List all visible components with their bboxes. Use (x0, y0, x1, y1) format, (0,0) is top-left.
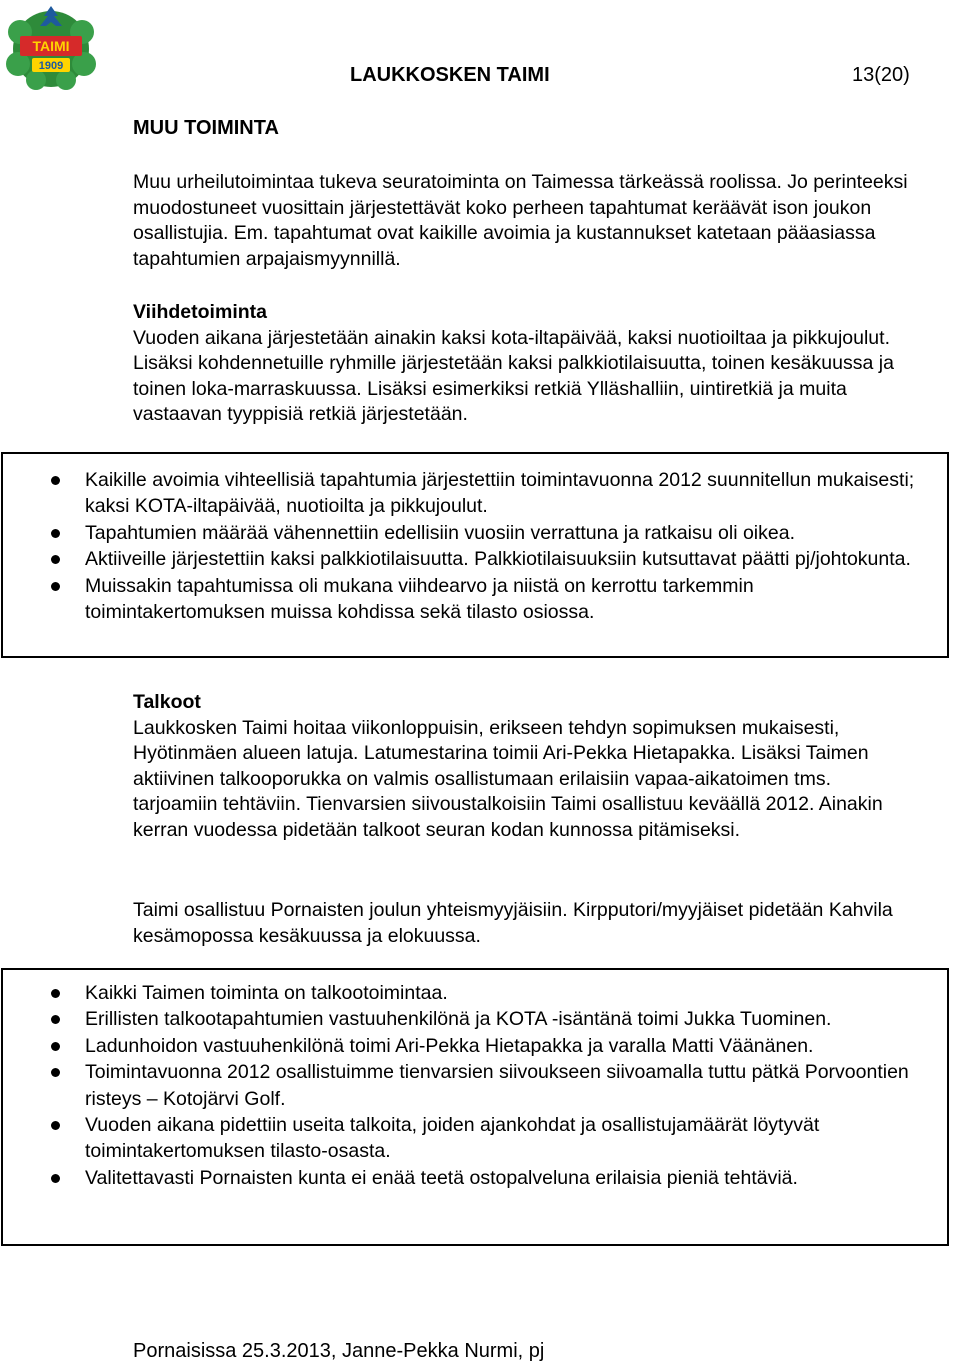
list-item (3, 467, 947, 520)
intro-paragraph: Muu urheilutoimintaa tukeva seuratoiminta on Taimessa tärkeässä roolissa. Jo perinteeksi muodostuneet vuosittain järjestettävät koko perheen tapahtumat keräävät ison joukon osallistujia. Em. tapahtumat ovat kaikille avoimia ja kustannukset katetaan pääasiassa tapahtumien arpajaismyynnillä. (133, 171, 908, 270)
section-title: MUU TOIMINTA (133, 117, 279, 139)
club-logo (6, 2, 96, 90)
bullet-icon (51, 1174, 60, 1183)
viihde-summary-box (1, 452, 949, 658)
list-item (3, 573, 947, 626)
list-item (3, 1033, 947, 1059)
talkoot-summary-box (1, 968, 949, 1246)
list-item (3, 980, 947, 1006)
bullet-icon (51, 555, 60, 564)
list-item-text: Valitettavasti Pornaisten kunta ei enää teetä ostopalveluna erilaisia pieniä tehtäviä. (85, 1166, 798, 1189)
page-number: 13(20) (852, 64, 910, 86)
bullet-icon (51, 476, 60, 485)
bullet-icon (51, 582, 60, 591)
viihde-heading: Viihdetoiminta (133, 301, 267, 323)
talkoot-text: Laukkosken Taimi hoitaa viikonloppuisin, erikseen tehdyn sopimuksen mukaisesti, Hyötinmäen alueen latuja. Latumestarina toimii Ari-Pekka Hietapakka. Lisäksi Taimen aktiivinen talkooporukka on valmis osallistumaan erilaisiin vapaa-aikatoimen tms. tarjoamiin tehtäviin. Tienvarsien siivoustalkoisiin Taimi osallistuu keväällä 2012. Ainakin kerran vuodessa pidetään talkoot seuran kodan kunnossa pitämiseksi. (133, 716, 883, 841)
viihde-summary-list (3, 467, 947, 625)
list-item-text: Muissakin tapahtumissa oli mukana viihdearvo ja niistä on kerrottu tarkemmin toimintakertomuksen muissa kohdissa sekä tilasto osiossa. (85, 574, 754, 624)
talkoot-text-2: Taimi osallistuu Pornaisten joulun yhteismyyjäisiin. Kirpputori/myyjäiset pidetään Kahvila kesämopossa kesäkuussa ja elokuussa. (133, 899, 893, 947)
footer-signature: Pornaisissa 25.3.2013, Janne-Pekka Nurmi, pj (133, 1340, 545, 1362)
list-item (3, 1059, 947, 1112)
list-item-text: Toimintavuonna 2012 osallistuimme tienvarsien siivoukseen siivoamalla tuttu pätkä Porvoontien risteys – Kotojärvi Golf. (85, 1061, 909, 1110)
talkoot-section (133, 690, 913, 843)
bullet-icon (51, 1015, 60, 1024)
bullet-icon (51, 1068, 60, 1077)
talkoot-summary-list (3, 980, 947, 1191)
viihde-section (133, 300, 933, 428)
list-item-text: Vuoden aikana pidettiin useita talkoita, joiden ajankohdat ja osallistujamäärät löytyvät toimintakertomuksen tilasto-osasta. (85, 1114, 820, 1163)
logo-text: TAIMI (32, 38, 70, 54)
list-item (3, 1006, 947, 1032)
list-item-text: Tapahtumien määrää vähennettiin edellisiin vuosiin verrattuna ja ratkaisu oli oikea. (85, 521, 795, 544)
list-item-text: Erillisten talkootapahtumien vastuuhenkilönä ja KOTA -isäntänä toimi Jukka Tuominen. (85, 1008, 832, 1031)
list-item-text: Ladunhoidon vastuuhenkilönä toimi Ari-Pekka Hietapakka ja varalla Matti Väänänen. (85, 1034, 814, 1057)
list-item-text: Aktiiveille järjestettiin kaksi palkkiotilaisuutta. Palkkiotilaisuuksiin kutsuttavat päätti pj/johtokunta. (85, 548, 911, 571)
viihde-text: Vuoden aikana järjestetään ainakin kaksi kota-iltapäivää, kaksi nuotioiltaa ja pikkujoulut. Lisäksi kohdennetuille ryhmille järjestetään kaksi palkkiotilaisuutta, toinen kesäkuussa ja toinen loka-marraskuussa. Lisäksi esimerkiksi retkiä Ylläshalliin, uintiretkiä ja muita vastaavan tyyppisiä retkiä järjestetään. (133, 326, 894, 425)
bullet-icon (51, 989, 60, 998)
list-item-text: Kaikille avoimia vihteellisiä tapahtumia järjestettiin toimintavuonna 2012 suunnitellun mukaisesti; kaksi KOTA-iltapäivää, nuotioilta ja pikkujoulut. (85, 469, 915, 518)
list-item (3, 520, 947, 546)
list-item-text: Kaikki Taimen toiminta on talkootoimintaa. (85, 982, 448, 1004)
list-item (3, 1165, 947, 1191)
logo-year: 1909 (38, 60, 64, 72)
document-title: LAUKKOSKEN TAIMI (350, 64, 550, 86)
bullet-icon (51, 529, 60, 538)
talkoot-heading: Talkoot (133, 691, 201, 713)
list-item (3, 546, 947, 572)
bullet-icon (51, 1121, 60, 1130)
list-item (3, 1112, 947, 1165)
bullet-icon (51, 1042, 60, 1051)
